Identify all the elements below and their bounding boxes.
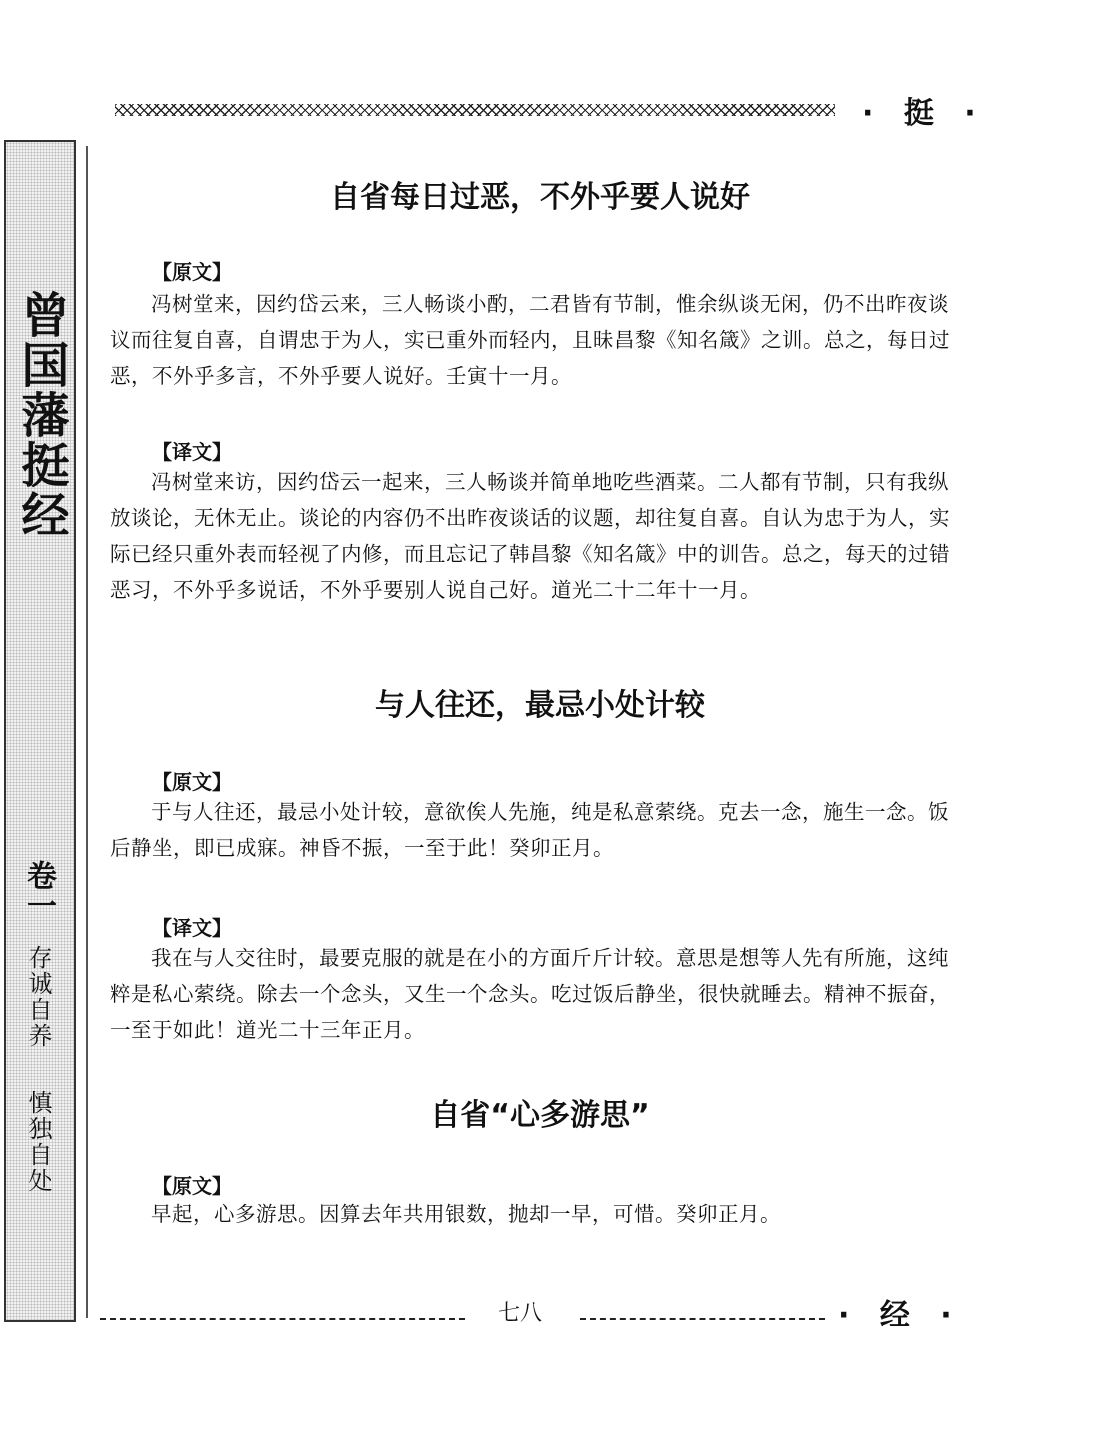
section-3-original-label: 【原文】 — [152, 1174, 232, 1198]
header-ornament-rule — [115, 104, 835, 116]
footer-running-char: · 经 · — [838, 1298, 962, 1333]
section-2-title: 与人往还，最忌小处计较 — [375, 688, 705, 723]
section-1-original-text: 冯树堂来，因约岱云来，三人畅谈小酌，二君皆有节制，惟余纵谈无闲，仍不出昨夜谈议而往复自喜，自谓忠于为人，实已重外而轻内，且昧昌黎《知名箴》之训。总之，每日过恶，不外乎多言，不外乎要人说好。壬寅十一月。 — [110, 292, 950, 388]
section-1-original-label: 【原文】 — [152, 260, 232, 284]
section-2-original-label: 【原文】 — [152, 770, 232, 794]
section-3-title: 自省“心多游思” — [430, 1098, 650, 1133]
book-title: 曾国藩挺经 — [13, 290, 69, 540]
footer-rule-left — [100, 1318, 465, 1320]
section-1-translation-text: 冯树堂来访，因约岱云一起来，三人畅谈并简单地吃些酒菜。二人都有节制，只有我纵放谈论，无休无止。谈论的内容仍不出昨夜谈话的议题，却往复自喜。自认为忠于为人，实际已经只重外表而轻视了内修，而且忘记了韩昌黎《知名箴》中的训告。总之，每天的过错恶习，不外乎多说话，不外乎要别人说自己好。道光二十二年十一月。 — [110, 470, 950, 602]
volume-label: 卷一 — [21, 860, 56, 920]
section-1-title: 自省每日过恶，不外乎要人说好 — [330, 180, 750, 215]
section-2-translation-text: 我在与人交往时，最要克服的就是在小的方面斤斤计较。意思是想等人先有所施，这纯粹是私心萦绕。除去一个念头，又生一个念头。吃过饭后静坐，很快就睡去。精神不振奋，一至于如此！道光二十三年正月。 — [110, 946, 950, 1042]
section-3-original-text: 早起，心多游思。因算去年共用银数，抛却一早，可惜。癸卯正月。 — [151, 1202, 781, 1226]
chapter-part-b: 慎独自处 — [24, 1090, 52, 1194]
chapter-part-a: 存诚自养 — [24, 945, 52, 1049]
header-running-char: · 挺 · — [862, 96, 986, 131]
section-1-translation-label: 【译文】 — [152, 440, 232, 464]
page-number: 七八 — [498, 1301, 543, 1326]
section-2-original-text: 于与人往还，最忌小处计较，意欲俟人先施，纯是私意萦绕。克去一念，施生一念。饭后静坐，即已成寐。神昏不振，一至于此！癸卯正月。 — [110, 800, 949, 860]
footer-rule-right — [580, 1318, 825, 1320]
section-2-translation-label: 【译文】 — [152, 916, 232, 940]
